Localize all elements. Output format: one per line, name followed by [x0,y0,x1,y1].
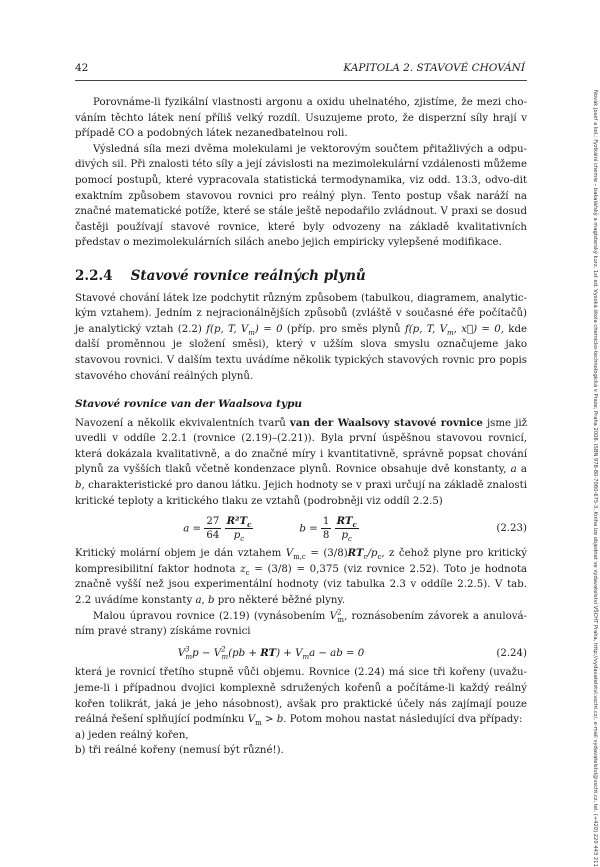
eq-a [183,515,253,542]
denominator [234,529,244,542]
section-title: Stavové rovnice reálných plynů [130,267,366,284]
fraction [204,515,221,542]
num-sub: c [352,520,357,530]
symbol: /p [367,548,378,560]
sup: 2 [336,608,342,617]
symbol: V [329,610,337,622]
body-text [75,95,527,759]
equation-number: (2.24) [496,647,527,659]
page-number: 42 [75,62,89,74]
text-run: = (3/8) = 0,375 (viz rovnice 2.52). Toto je hodnota značně vyšší než jsou experimentální hodnoty (viz tabulka 2.3 v oddíle 2.2.5). V tab. 2.2 uvádíme konstanty [75,563,527,607]
text-run: , roznásobením závorek a anulová-ním pravé strany) získáme rovnici [75,610,527,638]
eq-b [299,515,358,542]
den-text: p [341,530,348,542]
symbol-b: b [75,480,82,492]
cubic-paragraph [75,665,527,727]
list-item: b) tři reálné kořeny (nemusí být různé!). [75,745,284,757]
fraction [225,515,254,542]
equation-body [75,515,467,542]
symbol: > b [261,714,284,726]
text-run: jsme již uvedli v oddíle 2.2.1 (rovnice (2.19)–(2.21)). Byla první úspěšnou stavovou rovnicí, která dokázala kvalitativně, a do značné míry i kvantitativně, správně popsat chování plynů za vyšších tlaků včetně kondenzace plynů. Rovnice obsahuje dvě konstanty, [75,417,527,476]
equation-text: $V^3_mp - V^2_m(pb + RT) + V_ma$ − ab = 0 [177,645,365,661]
text-run: pro některé běžné plyny. [214,595,346,607]
sub: c [377,553,382,562]
equation-2-23 [75,515,527,542]
formula-text: ) = 0 [254,323,283,335]
sub: m,c [293,553,306,562]
vdw-paragraph [75,416,527,510]
critical-paragraph [75,546,527,608]
cases-list [75,728,527,759]
header-rule [75,80,527,81]
num-sub: c [247,520,252,530]
text-run: , z čehož plyne pro kritický kompresibilitní faktor hodnota [75,548,528,575]
chapter-title: KAPITOLA 2. STAVOVÉ CHOVÁNÍ [343,62,525,74]
symbol: RT [347,547,364,560]
equation-number: (2.23) [496,522,527,534]
text-run: (příp. pro směs plynů [282,323,405,335]
sub: c [245,568,250,577]
text-run: která je rovnicí třetího stupně vůči objemu. Rovnice (2.24) má sice tři kořeny (uvažu-jeme-li i případnou dvojici komplexně sdružených kořenů a počítáme-li každý reálný kořen tolikrát, jaká je jeho násobnost), avšak pro praktické účely nás zajímají pouze reálná řešení splňující podmínku [75,667,527,726]
symbol-a: a [510,464,517,476]
text-run: Navození a několik ekvivalentních tvarů [75,417,290,429]
side-note-text: Novák Josef a kol.: Fyzikální chemie – bakalářský a magisterský kurz. 1st ed. Vysoká škola chemicko-technologická v Praze, Praha 2008. ISBN 978-80-7080-675-3. Kniha lze objednat ve vydavatelství VŠCHT Praha, http://vydavatelstvi.vscht.cz/, e-mail vydavatelstvi@vscht.cz, tel. (+420) 220 443 211 [592,90,598,867]
denominator: 8 [322,530,330,542]
text-run: Malou úpravou rovnice (2.19) (vynásobením [93,610,330,622]
formula-inline [206,324,282,335]
fraction [321,515,331,542]
subheading: Stavové rovnice van der Waalsova typu [75,398,303,411]
text-run: . Potom mohou nastat následující dva případy: [283,714,523,726]
paragraph-intro-2: Výsledná síla mezi dvěma molekulami je vektorovým součtem přitažlivých a odpu-divých sil. Při znalosti této síly a její závislosti na mezimolekulární vzdálenosti můžeme pomocí postupů, které vypracovala statistická termodynamika, viz odd. 13.3, odvo-dit exaktním způsobem stavovou rovnici pro reálný plyn. Tento postup však naráží na značné matematické potíže, které se stále ještě nepodařilo zvládnout. V praxi se dosud častěji používají stavové rovnice, které byly odvozeny na základě kvalitativních představ o mezimolekulárních silách anebo jejich empiricky vylepšené modifikace. [75,143,527,249]
den-text: p [233,530,241,542]
section-paragraph [75,291,527,385]
formula-text: f(p, T, V [404,323,447,335]
denominator [341,529,351,542]
denominator: 64 [206,530,220,542]
symbol: V [247,714,256,726]
fraction [335,515,359,542]
text-run: Kritický molární objem je dán vztahem [75,548,286,560]
list-item: a) jeden reálný kořen, [75,729,189,741]
text-run: , charakteristické pro danou látku. Jejich hodnoty se v praxi určují na základě znalosti kritické teploty a kritického tlaku ze vztahů (podrobněji viz oddíl 2.2.5) [75,480,527,507]
section-number: 2.2.4 [75,267,113,284]
text-run: a [516,464,527,476]
sub: c [363,553,368,562]
section-heading [75,269,527,285]
equation-2-24 [75,646,527,662]
numerator: 27 [206,516,220,528]
text-run: = (3/8) [305,548,348,560]
paragraph-intro-1: Porovnáme-li fyzikální vlastnosti argonu a oxidu uhelnatého, zjistíme, že mezi cho-váním těchto látek není příliš velký rozdíl. Usuzujeme proto, že disperzní síly hrají v případě CO a podobných látek nezanedbatelnou roli. [75,97,527,140]
num-text: R²T [226,515,248,528]
sub: m [255,719,262,728]
side-note [563,90,599,867]
text-run: , [201,595,209,607]
text-run: Stavové chování látek lze podchytit různým způsobem (tabulkou, diagramem, analytic-kým vztahem). Jedním z nejracionálnějších způsobů (zvláště v současné éře počítačů) je analytický vztah (2.2) [75,292,527,335]
symbol: z [240,563,246,575]
eq-lhs: a = [183,523,202,535]
numerator [225,515,254,529]
symbol: a [195,595,202,607]
equation-body [75,646,467,662]
formula-sub: m [248,328,255,337]
num-text: RT [336,515,353,528]
formula-text: , x⃗) = 0 [453,323,501,335]
numerator [335,515,359,529]
eq-lhs: b = [299,523,318,535]
formula-text: f(p, T, V [206,323,249,335]
formula-inline [405,324,501,335]
multiply-paragraph [75,609,527,640]
formula-sub: m [447,328,454,337]
running-head [75,62,525,74]
text-run: , kde další proměnnou je složení směsi), který v užším slova smyslu označujeme jako stavovou rovnici. V dalším textu uvádíme několik typických stavových rovnic pro popis stavového chování reálných plynů. [75,323,528,382]
bold-term: van der Waalsovy stavové rovnice [289,416,483,429]
symbol: V [285,548,294,560]
symbol: b [208,595,215,607]
den-sub: c [240,535,245,544]
sub: m [337,615,345,624]
den-sub: c [348,535,352,544]
numerator: 1 [322,516,330,528]
